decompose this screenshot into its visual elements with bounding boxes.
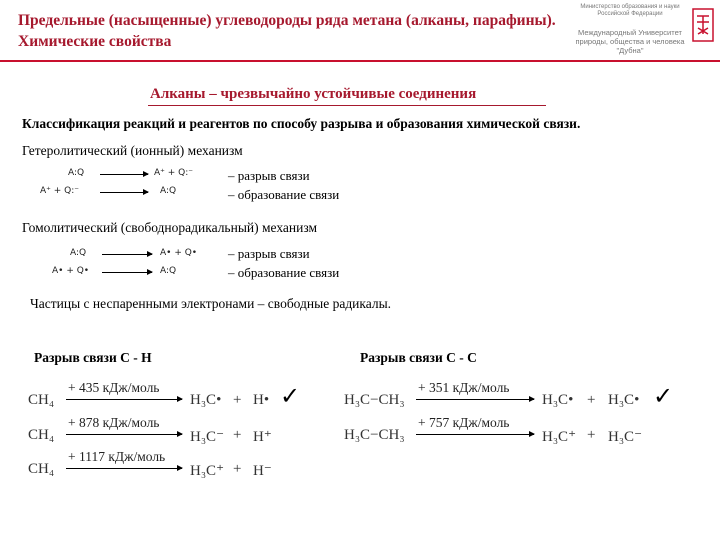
homo-row1-left: A:Q [70, 248, 87, 258]
ch-r3-energy: + 1117 кДж/моль [68, 449, 166, 464]
ch-heading: Разрыв связи C - H [34, 350, 152, 365]
ch-r2-product1: H₃C⁻ [190, 429, 224, 445]
homo-row2-arrow [102, 272, 152, 273]
homo-note-form: – образование связи [228, 265, 340, 280]
ch-r3-plus: + [233, 461, 242, 477]
cc-r2-reactant: H₃C−CH₃ [344, 427, 405, 443]
ch-r2-product2: H⁺ [253, 429, 272, 445]
ch-r3-reactant: CH₄ [28, 461, 55, 477]
ch-r2-energy: + 878 кДж/моль [68, 415, 160, 430]
cc-r1-product1: H₃C• [542, 392, 574, 408]
cc-r2-plus: + [587, 427, 596, 443]
homo-note-break: – разрыв связи [228, 246, 310, 261]
ch-r1-check-icon: ✓ [280, 384, 301, 410]
homo-row1-arrow [102, 254, 152, 255]
logo-university-text: Международный Университет природы, общества и человека "Дубна" [575, 28, 685, 55]
homo-row1-right: A• + Q• [160, 248, 198, 258]
ch-r1-product1: H₃C• [190, 392, 222, 408]
cc-r1-reactant: H₃C−CH₃ [344, 392, 405, 408]
cc-heading: Разрыв связи C - C [360, 350, 477, 365]
page-title: Предельные (насыщенные) углеводороды ряда метана (алканы, парафины). Химические свойства [18, 12, 556, 50]
hetero-row1-arrow [100, 174, 148, 175]
ch-r2-arrow [66, 434, 182, 435]
cc-r2-product1: H₃C⁺ [542, 429, 576, 445]
cc-r2-energy: + 757 кДж/моль [418, 415, 510, 430]
cc-r1-energy: + 351 кДж/моль [418, 380, 510, 395]
hetero-note-break: – разрыв связи [228, 168, 310, 183]
cc-r1-check-icon: ✓ [653, 384, 674, 410]
hetero-row2-right: A:Q [160, 186, 177, 196]
header-divider [0, 60, 720, 62]
ch-r3-product1: H₃C⁺ [190, 463, 224, 479]
homo-row2-right: A:Q [160, 266, 177, 276]
ch-r3-product2: H⁻ [253, 463, 272, 479]
hetero-row2-arrow [100, 192, 148, 193]
ch-r1-reactant: CH₄ [28, 392, 55, 408]
hetero-notes [228, 166, 339, 204]
hetero-row2-left: A⁺ + Q:⁻ [40, 186, 80, 196]
subtitle-underline [148, 105, 546, 106]
ch-r3-arrow [66, 468, 182, 469]
homolytic-heading: Гомолитический (свободнорадикальный) механизм [22, 220, 318, 235]
ch-r1-energy: + 435 кДж/моль [68, 380, 160, 395]
ch-r1-arrow [66, 399, 182, 400]
hetero-row1-left: A:Q [68, 168, 85, 178]
logo-ministry-text: Министерство образования и науки Российской Федерации [580, 4, 680, 17]
ch-r1-plus: + [233, 392, 242, 408]
ch-r2-plus: + [233, 427, 242, 443]
university-logo [574, 2, 714, 58]
homo-row2-left: A• + Q• [52, 266, 90, 276]
cc-r2-product2: H₃C⁻ [608, 429, 642, 445]
cc-r1-product2: H₃C• [608, 392, 640, 408]
cc-r1-plus: + [587, 392, 596, 408]
heterolytic-heading: Гетеролитический (ионный) механизм [22, 143, 243, 158]
cc-r1-arrow [416, 399, 534, 400]
homo-notes [228, 244, 339, 282]
university-emblem-icon [692, 8, 714, 42]
hetero-row1-right: A⁺ + Q:⁻ [154, 168, 194, 178]
classification-text: Классификация реакций и реагентов по способу разрыва и образования химической связи. [22, 116, 581, 131]
hetero-note-form: – образование связи [228, 187, 340, 202]
radicals-text: Частицы с неспаренными электронами – свободные радикалы. [30, 296, 392, 311]
ch-r1-product2: H• [253, 392, 270, 408]
ch-r2-reactant: CH₄ [28, 427, 55, 443]
section-subtitle: Алканы – чрезвычайно устойчивые соединения [150, 86, 477, 102]
cc-r2-arrow [416, 434, 534, 435]
